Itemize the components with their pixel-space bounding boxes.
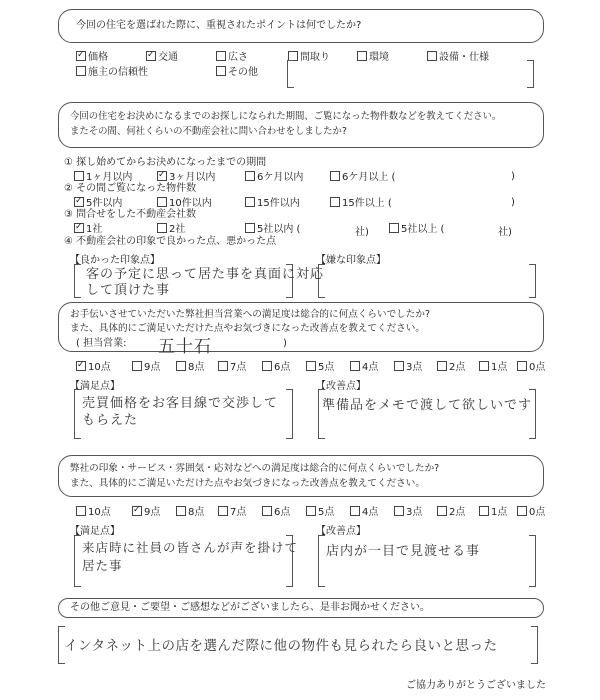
q4-score-0[interactable]: 10点: [76, 506, 111, 519]
q4-score-10[interactable]: 0点: [517, 506, 545, 519]
checkbox[interactable]: [76, 66, 86, 76]
q2-sub3-opt-5over[interactable]: 5社以上 (: [389, 223, 444, 236]
checkbox[interactable]: [350, 361, 360, 371]
q2-sub1-title: ① 探し始めてからお決めになったまでの期間: [64, 157, 267, 168]
checkbox[interactable]: [437, 361, 447, 371]
q3-question-line2: また、具体的にご満足いただけた点やお気づきになった改善点を教えてください。: [70, 323, 425, 334]
q3-improve-answer-line1: 準備品をメモで渡して欲しいです: [322, 398, 533, 413]
checkbox[interactable]: [216, 51, 226, 61]
q3-score-4[interactable]: 6点: [262, 361, 290, 374]
q4-improve-bracket-right: [529, 535, 536, 587]
checkbox[interactable]: [157, 223, 167, 233]
q5-question: その他ご意見・ご要望・ご感想などがございましたら、是非お聞かせください。: [70, 602, 430, 613]
checkbox[interactable]: [262, 506, 272, 516]
q4-score-2[interactable]: 8点: [176, 506, 204, 519]
q1-option-layout[interactable]: 間取り: [288, 51, 330, 64]
q2-sub4-title: ④ 不動産会社の印象で良かった点、悪かった点: [64, 236, 277, 247]
q2-sub3-opt-2[interactable]: 2社: [157, 223, 185, 236]
q2-sub3-opt-5within[interactable]: 5社以内 (: [245, 223, 300, 236]
q3-score-3[interactable]: 7点: [218, 361, 246, 374]
checkbox[interactable]: [74, 223, 84, 233]
q4-question-line2: また、具体的にご満足いただけた点やお気づきになった改善点を教えてください。: [70, 478, 425, 489]
q4-improve-bracket-left: [318, 535, 325, 587]
checkbox[interactable]: [245, 171, 255, 181]
checkbox[interactable]: [216, 66, 226, 76]
checkbox[interactable]: [74, 171, 84, 181]
checkbox[interactable]: [330, 171, 340, 181]
q4-score-7[interactable]: 3点: [394, 506, 422, 519]
checkbox[interactable]: [427, 51, 437, 61]
checkbox[interactable]: [306, 361, 316, 371]
checkbox[interactable]: [245, 197, 255, 207]
q4-score-6[interactable]: 4点: [350, 506, 378, 519]
checkbox[interactable]: [132, 506, 142, 516]
q2-sub2-close: ): [511, 197, 515, 208]
checkbox[interactable]: [394, 506, 404, 516]
q2-sub2-title: ② その間ご覧になった物件数: [64, 183, 197, 194]
q2-sub1-close: ): [511, 171, 515, 182]
checkbox[interactable]: [74, 197, 84, 207]
q3-score-2[interactable]: 8点: [176, 361, 204, 374]
checkbox[interactable]: [245, 223, 255, 233]
q2-sub2-opt-over15[interactable]: 15件以上 (: [330, 197, 392, 210]
q1-option-size[interactable]: 広さ: [216, 51, 248, 64]
checkbox[interactable]: [517, 506, 527, 516]
q3-score-8[interactable]: 2点: [437, 361, 465, 374]
q4-score-4[interactable]: 6点: [262, 506, 290, 519]
q2-sub2-opt-10[interactable]: 10件以内: [157, 197, 212, 210]
q1-option-environment[interactable]: 環境: [357, 51, 389, 64]
checkbox[interactable]: [157, 197, 167, 207]
q1-option-equipment[interactable]: 設備・仕様: [427, 51, 489, 64]
checkbox[interactable]: [306, 506, 316, 516]
checkbox[interactable]: [132, 361, 142, 371]
q3-score-10[interactable]: 0点: [517, 361, 545, 374]
q3-question-line1: お手伝いさせていただいた弊社担当営業への満足度は総合的に何点くらいでしたか?: [70, 309, 431, 320]
q3-satisfied-bracket-left: [74, 389, 81, 439]
q3-score-1[interactable]: 9点: [132, 361, 160, 374]
q1-other-bracket-right: [527, 60, 534, 88]
checkbox[interactable]: [76, 51, 86, 61]
footer-thanks: ご協力ありがとうございました: [406, 680, 546, 691]
q3-satisfied-answer-line1: 売買価格をお客目線で交渉して: [82, 396, 279, 411]
q2-good-bracket-left: [74, 264, 81, 298]
q4-improve-label: 【改善点】: [316, 526, 366, 537]
q3-score-9[interactable]: 1点: [479, 361, 507, 374]
q3-satisfied-answer-line2: もらえた: [82, 413, 139, 428]
checkbox[interactable]: [437, 506, 447, 516]
q2-sub3-unit2: 社): [498, 227, 512, 238]
q3-staff-close: ): [283, 338, 287, 349]
q2-sub2-opt-15[interactable]: 15件以内: [245, 197, 300, 210]
checkbox[interactable]: [479, 361, 489, 371]
checkbox[interactable]: [357, 51, 367, 61]
q3-staff-name: 五十石: [158, 337, 212, 357]
checkbox[interactable]: [330, 197, 340, 207]
q2-sub1-opt-1m[interactable]: 1ヶ月以内: [74, 171, 132, 184]
checkbox[interactable]: [394, 361, 404, 371]
q4-improve-answer-line1: 店内が一目で見渡せる事: [326, 544, 481, 559]
checkbox[interactable]: [218, 506, 228, 516]
checkbox[interactable]: [157, 171, 167, 181]
q1-option-builder[interactable]: 施主の信頼性: [76, 66, 148, 79]
checkbox[interactable]: [262, 361, 272, 371]
q2-sub3-title: ③ 問合せをした不動産会社数: [64, 209, 197, 220]
checkbox[interactable]: [517, 361, 527, 371]
q2-sub1-opt-3m[interactable]: ✓ 3ヶ月以内: [157, 171, 215, 184]
q5-answer: インタネット上の店を選んだ際に他の物件も見られたら良いと思った: [64, 638, 498, 654]
q4-satisfied-label: 【満足点】: [70, 526, 120, 537]
q2-sub3-unit1: 社): [355, 227, 369, 238]
q3-score-0[interactable]: ✓10点: [76, 361, 111, 374]
checkbox[interactable]: [76, 361, 86, 371]
q4-score-9[interactable]: 1点: [479, 506, 507, 519]
q2-bad-bracket-right: [529, 264, 536, 298]
q4-score-5[interactable]: 5点: [306, 506, 334, 519]
q3-satisfied-label: 【満足点】: [70, 381, 120, 392]
q3-satisfied-bracket-right: [286, 389, 293, 439]
q4-satisfied-answer-line1: 来店時に社員の皆さんが声を掛けて: [82, 540, 299, 555]
q4-question-line1: 弊社の印象・サービス・雰囲気・応対などへの満足度は総合的に何点くらいでしたか?: [70, 463, 440, 474]
q3-score-6[interactable]: 4点: [350, 361, 378, 374]
q1-option-other[interactable]: その他: [216, 66, 258, 79]
q3-improve-label: 【改善点】: [316, 381, 366, 392]
q2-bad-label: 【嫌な印象点】: [316, 255, 386, 266]
q2-sub1-opt-6m[interactable]: 6ケ月以内: [245, 171, 303, 184]
checkbox[interactable]: [176, 506, 186, 516]
checkbox[interactable]: [350, 506, 360, 516]
q5-bracket-right: [531, 626, 538, 664]
q2-question-line1: 今回の住宅をお決めになるまでのお探しになられた期間、ご覧になった物件数などを教えてください。: [70, 111, 502, 122]
q1-option-transport[interactable]: ✓ 交通: [146, 51, 178, 64]
q2-good-answer-line1: 客の予定に思って居た事を真面に対応: [86, 267, 325, 282]
checkbox[interactable]: [146, 51, 156, 61]
checkbox[interactable]: [176, 361, 186, 371]
q2-sub3-opt-1[interactable]: ✓1社: [74, 223, 102, 236]
q3-score-5[interactable]: 5点: [306, 361, 334, 374]
checkbox[interactable]: [389, 223, 399, 233]
q4-satisfied-answer-line2: 居た事: [82, 558, 123, 573]
q3-score-7[interactable]: 3点: [394, 361, 422, 374]
checkbox[interactable]: [76, 506, 86, 516]
q1-other-bracket-left: [287, 60, 294, 88]
q3-staff-label: ( 担当営業:: [76, 338, 127, 349]
q4-score-8[interactable]: 2点: [437, 506, 465, 519]
q2-good-label: 【良かった印象点】: [70, 255, 160, 266]
q4-score-3[interactable]: 7点: [218, 506, 246, 519]
q4-satisfied-bracket-left: [74, 535, 81, 587]
q2-question-line2: またその間、何社くらいの不動産会社に問い合わせをしましたか?: [70, 126, 347, 137]
q2-sub2-opt-5[interactable]: ✓5件以内: [74, 197, 122, 210]
q2-good-answer-line2: して頂けた事: [86, 283, 171, 298]
q1-question: 今回の住宅を選ばれた際に、重視されたポイントは何でしたか?: [76, 20, 362, 31]
checkbox[interactable]: [218, 361, 228, 371]
checkbox[interactable]: [479, 506, 489, 516]
q4-score-1[interactable]: ✓ 9点: [132, 506, 160, 519]
q2-sub1-opt-over6m[interactable]: 6ケ月以上 (: [330, 171, 395, 184]
q1-option-price[interactable]: ✓価格: [76, 51, 108, 64]
